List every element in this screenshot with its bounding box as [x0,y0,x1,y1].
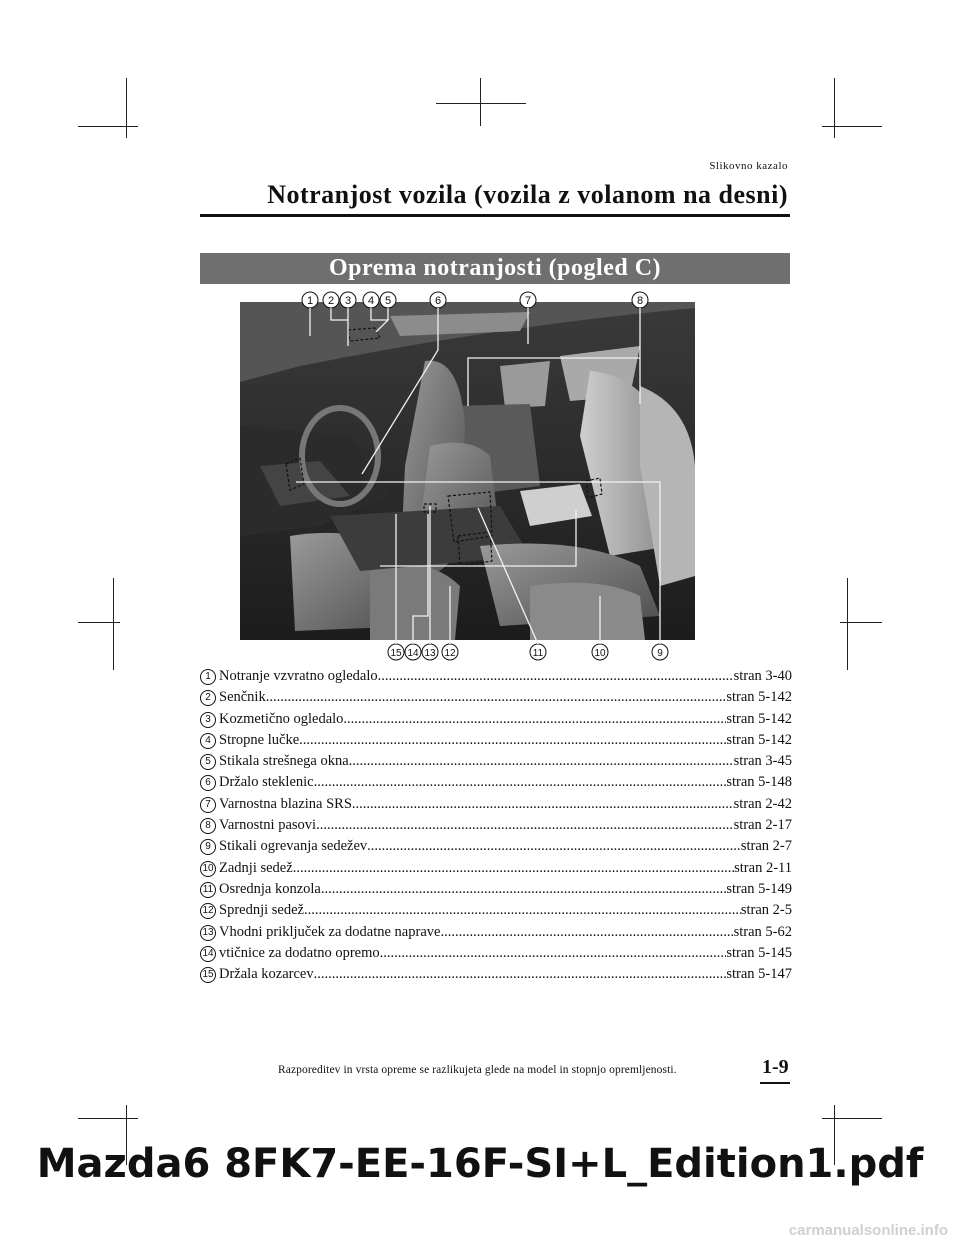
item-number: 13 [200,925,216,941]
index-item-15 [200,964,792,985]
item-number: 10 [200,861,216,877]
callout-4 [363,292,379,308]
item-label: Osrednja konzola [219,880,321,897]
page-reference: stran 2-11 [734,859,792,876]
callout-7 [520,292,536,308]
item-label: Stropne lučke [219,731,300,748]
document-filename: Mazda6 8FK7-EE-16F-SI+L_Edition1.pdf [36,1141,924,1187]
svg-text:12: 12 [444,648,456,659]
item-number: 2 [200,690,216,706]
leader-dots [293,858,734,879]
item-number: 5 [200,754,216,770]
item-number: 1 [200,669,216,685]
callout-15 [388,644,404,660]
page-reference: stran 2-5 [740,902,792,919]
svg-text:5: 5 [384,295,392,307]
index-item-12 [200,900,792,921]
index-item-9 [200,836,792,857]
page-reference: stran 5-142 [726,689,792,706]
index-item-13 [200,922,792,943]
index-item-4 [200,730,792,751]
index-item-2 [200,687,792,708]
leader-dots [367,836,741,857]
item-number: 3 [200,712,216,728]
svg-text:2: 2 [327,295,335,307]
page-reference: stran 5-145 [726,944,792,961]
item-number: 8 [200,818,216,834]
svg-text:14: 14 [407,648,419,659]
leader-dots [266,687,727,708]
leader-dots [299,730,726,751]
svg-text:8: 8 [636,295,644,307]
svg-text:4: 4 [367,295,375,307]
item-label: Kozmetično ogledalo [219,710,344,727]
item-label: Senčnik [219,689,266,706]
index-item-6 [200,772,792,793]
page-title: Notranjost vozila (vozila z volanom na desni) [267,180,788,209]
page-reference: stran 5-62 [733,923,792,940]
index-item-11 [200,879,792,900]
leader-dots [321,879,726,900]
item-number: 4 [200,733,216,749]
item-label: Vhodni priključek za dodatne naprave [219,923,441,940]
item-label: Stikali ogrevanja sedežev [219,838,368,855]
index-item-10 [200,858,792,879]
interior-illustration [200,286,790,666]
page-reference: stran 5-142 [726,710,792,727]
item-label: vtičnice za dodatno opremo [219,944,380,961]
item-label: Držala kozarcev [219,966,314,983]
svg-text:10: 10 [594,648,606,659]
site-watermark: carmanualsonline.info [788,1222,948,1239]
page-reference: stran 5-149 [726,880,792,897]
item-number: 9 [200,839,216,855]
leader-dots [380,943,727,964]
index-item-3 [200,709,792,730]
index-item-7 [200,794,792,815]
index-item-14 [200,943,792,964]
svg-text:6: 6 [434,295,442,307]
svg-text:11: 11 [532,648,544,659]
callout-10 [592,644,608,660]
item-label: Zadnji sedež [219,859,293,876]
svg-text:15: 15 [390,648,402,659]
page-reference: stran 5-142 [726,731,792,748]
page-reference: stran 2-42 [733,795,792,812]
item-number: 15 [200,967,216,983]
title-divider [200,214,790,217]
item-number: 11 [200,882,216,898]
item-label: Držalo steklenic [219,774,314,791]
page-reference: stran 3-45 [733,753,792,770]
callout-2 [323,292,339,308]
leader-dots [378,666,734,687]
callout-6 [430,292,446,308]
page-reference: stran 3-40 [733,668,792,684]
index-item-8 [200,815,792,836]
index-item-1 [200,666,792,687]
item-number: 12 [200,903,216,919]
callout-12 [442,644,458,660]
section-banner: Oprema notranjosti (pogled C) [200,253,790,284]
svg-text:7: 7 [524,295,532,307]
item-number: 14 [200,946,216,962]
callout-9 [652,644,668,660]
svg-text:3: 3 [344,295,352,307]
page-reference: stran 5-148 [726,774,792,791]
callout-13 [422,644,438,660]
leader-dots [352,794,734,815]
page-reference: stran 2-7 [740,838,792,855]
callout-3 [340,292,356,308]
page-number: 1-9 [762,1056,789,1078]
item-label: Sprednji sedež [219,902,304,919]
item-label: Notranje vzvratno ogledalo [219,668,378,684]
item-label: Varnostna blazina SRS [219,795,352,812]
leader-dots [349,751,734,772]
svg-text:13: 13 [424,648,436,659]
leader-dots [304,900,741,921]
svg-text:1: 1 [306,295,314,307]
page-reference: stran 5-147 [726,966,792,983]
callout-1 [302,292,318,308]
item-number: 7 [200,797,216,813]
section-label: Slikovno kazalo [709,160,788,172]
page-number-underline [760,1082,790,1084]
callout-14 [405,644,421,660]
page-reference: stran 2-17 [733,817,792,834]
item-number: 6 [200,775,216,791]
equipment-index [200,666,792,985]
callout-8 [632,292,648,308]
callout-11 [530,644,546,660]
svg-text:9: 9 [657,648,663,659]
leader-dots [440,922,733,943]
item-label: Stikala strešnega okna [219,753,349,770]
leader-dots [314,964,727,985]
leader-dots [343,709,726,730]
leader-dots [316,815,734,836]
index-item-5 [200,751,792,772]
item-label: Varnostni pasovi [219,817,317,834]
leader-dots [314,772,727,793]
callout-5 [380,292,396,308]
footer-note: Razporeditev in vrsta opreme se razlikujeta glede na model in stopnjo opremljenosti. [278,1064,677,1076]
